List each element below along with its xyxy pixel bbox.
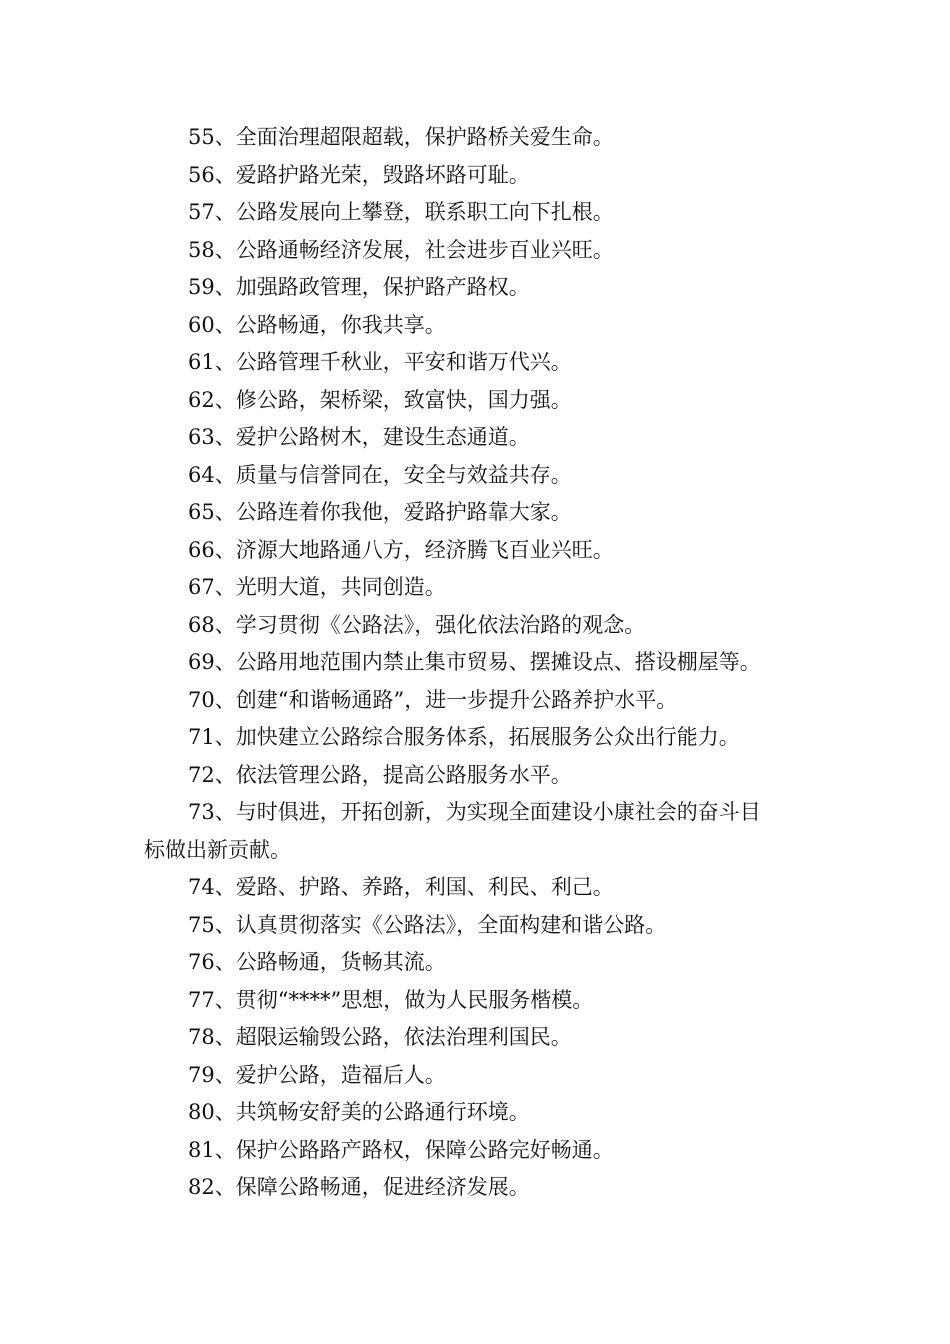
list-item: 72、依法管理公路，提高公路服务水平。 — [188, 762, 572, 787]
list-item: 74、爱路、护路、养路，利国、利民、利己。 — [188, 875, 614, 899]
list-item: 70、创建“和谐畅通路”，进一步提升公路养护水平。 — [188, 687, 678, 712]
list-item: 55、全面治理超限超载，保护路桥关爱生命。 — [188, 125, 614, 149]
list-item: 57、公路发展向上攀登，联系职工向下扎根。 — [188, 200, 614, 224]
list-item: 77、贯彻“****”思想，做为人民服务楷模。 — [188, 987, 594, 1012]
list-item: 82、保障公路畅通，促进经济发展。 — [188, 1175, 530, 1199]
list-item: 63、爱护公路树木，建设生态通道。 — [188, 425, 530, 449]
list-item: 76、公路畅通，货畅其流。 — [188, 950, 446, 974]
list-item: 75、认真贯彻落实《公路法》，全面构建和谐公路。 — [188, 912, 667, 937]
list-item: 81、保护公路路产路权，保障公路完好畅通。 — [188, 1137, 614, 1162]
list-item-line-2: 标做出新贡献。 — [144, 837, 291, 862]
list-item: 56、爱路护路光荣，毁路坏路可耻。 — [188, 162, 530, 187]
list-item: 80、共筑畅安舒美的公路通行环境。 — [188, 1100, 530, 1124]
list-item: 62、修公路，架桥梁，致富快，国力强。 — [188, 387, 572, 412]
list-item: 58、公路通畅经济发展，社会进步百业兴旺。 — [188, 237, 614, 262]
list-item: 66、济源大地路通八方，经济腾飞百业兴旺。 — [188, 537, 614, 562]
list-item: 59、加强路政管理，保护路产路权。 — [188, 275, 530, 299]
list-item: 69、公路用地范围内禁止集市贸易、摆摊设点、搭设棚屋等。 — [188, 650, 761, 674]
list-item: 68、学习贯彻《公路法》，强化依法治路的观念。 — [188, 612, 646, 637]
list-item: 67、光明大道，共同创造。 — [188, 575, 446, 599]
list-item-wrapped — [144, 794, 814, 869]
list-item: 79、爱护公路，造福后人。 — [188, 1062, 446, 1087]
list-item: 61、公路管理千秋业，平安和谐万代兴。 — [188, 350, 572, 374]
list-item: 60、公路畅通，你我共享。 — [188, 312, 446, 337]
list-item: 64、质量与信誉同在，安全与效益共存。 — [188, 462, 572, 487]
list-item-line-1: 73、与时俱进，开拓创新，为实现全面建设小康社会的奋斗目 — [188, 800, 761, 824]
list-item: 65、公路连着你我他，爱路护路靠大家。 — [188, 500, 572, 524]
list-item: 71、加快建立公路综合服务体系，拓展服务公众出行能力。 — [188, 725, 740, 749]
list-item: 78、超限运输毁公路，依法治理利国民。 — [188, 1025, 572, 1049]
slogan-list — [144, 119, 814, 1207]
